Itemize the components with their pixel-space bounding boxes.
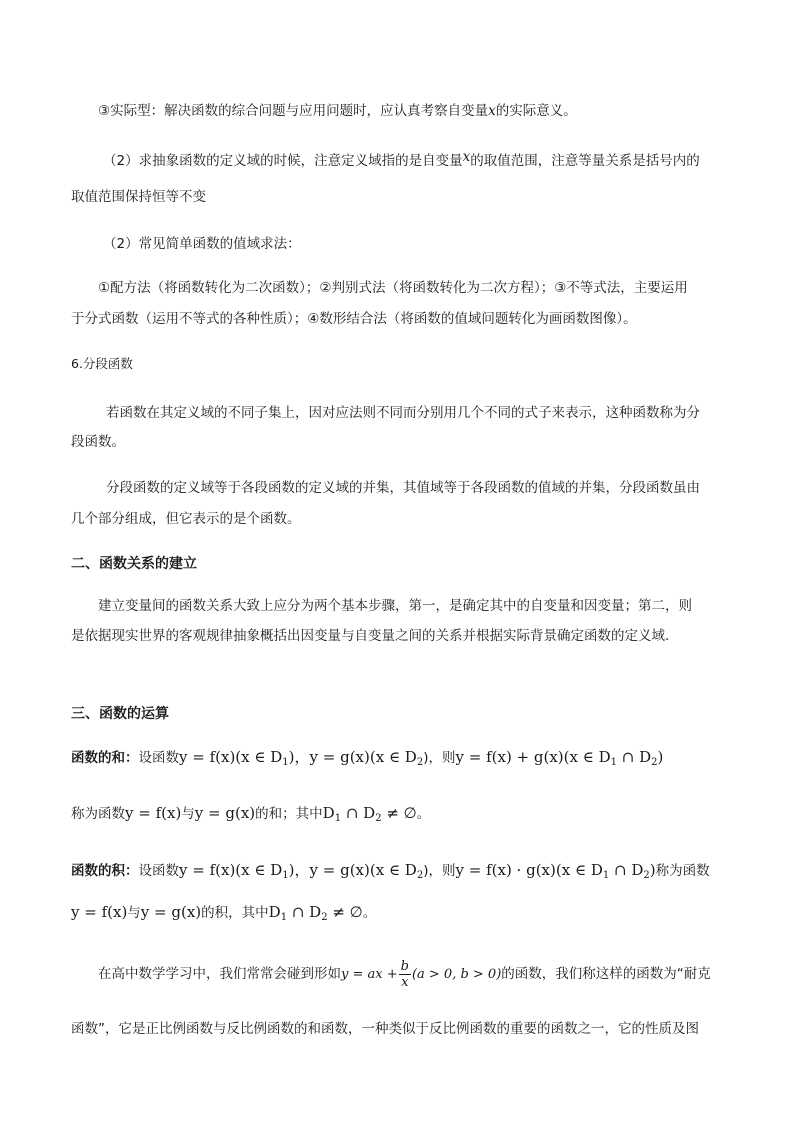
- nike-formula-condition: (a > 0, b > 0): [411, 967, 502, 982]
- prod-text-c: 称为函数: [655, 863, 710, 879]
- prod-line2-d: 。: [362, 905, 377, 921]
- abstract-domain-text: （2）求抽象函数的定义域的时候，注意定义域指的是自变量: [103, 153, 463, 169]
- sum-f3: y = f(x) + g(x)(x ∈ D: [455, 748, 611, 766]
- paragraph-range-methods-line1: ①配方法（将函数转化为二次函数）；②判别式法（将函数转化为二次方程）；③不等式法，主要运用: [98, 280, 688, 296]
- function-sum-definition-line1: [71, 747, 663, 768]
- sum-f3-mid: ∩ D: [617, 748, 652, 766]
- function-product-definition-line2: [71, 902, 376, 923]
- prod-line2-f3-sub2: 2: [321, 912, 328, 923]
- paragraph-range-methods-line2: 于分式函数（运用不等式的各种性质）；④数形结合法（将函数的值域问题转化为画函数图像）。: [71, 311, 637, 327]
- sum-line2-f3-mid: ∩ D: [341, 804, 376, 822]
- sum-sep: )，: [288, 748, 310, 766]
- prod-line2-f1: y = f(x): [71, 903, 128, 921]
- nike-formula: [341, 959, 502, 990]
- prod-f1: y = f(x)(x ∈ D: [179, 861, 283, 879]
- sum-line2-f3: D: [322, 804, 335, 822]
- sum-f3-sub1: 1: [610, 757, 618, 768]
- prod-intersection-formula: [269, 903, 363, 921]
- function-product-label: 函数的积：: [71, 863, 139, 879]
- function-product-definition-line1: [71, 860, 710, 881]
- sum-line2-f1: y = f(x): [125, 804, 182, 822]
- sum-text-a: 设函数: [138, 750, 179, 766]
- paragraph-relation-line2: 是依据现实世界的客观规律抽象概括出因变量与自变量之间的关系并根据实际背景确定函数的定义域.: [71, 628, 670, 644]
- prod-line2-f3-mid: ∩ D: [287, 903, 322, 921]
- prod-f3-sub2: 2: [643, 870, 650, 881]
- sum-line2-c: 的和；其中: [255, 806, 323, 822]
- prod-sep: )，: [288, 861, 310, 879]
- sum-f1-sub: 1: [282, 757, 289, 768]
- paragraph-range-methods-title: （2）常见简单函数的值域求法：: [103, 236, 301, 252]
- prod-text-b: )，则: [423, 863, 456, 879]
- variable-x: x: [462, 149, 471, 165]
- sum-line2-f2: y = g(x): [194, 804, 256, 822]
- sum-line2-f3-sub2: 2: [375, 813, 382, 824]
- prod-text-a: 设函数: [138, 863, 179, 879]
- sum-intersection-formula: [323, 804, 417, 822]
- sum-f2-sub: 2: [416, 757, 424, 768]
- sum-formula-result: [456, 748, 664, 766]
- sum-line2-a: 称为函数: [71, 806, 125, 822]
- nike-text-b: 的函数，我们称这样的函数为“耐克: [501, 966, 711, 982]
- section-title-piecewise: 6.分段函数: [71, 356, 133, 371]
- prod-line2-c: 的积，其中: [201, 905, 269, 921]
- prod-line2-f3: D: [268, 903, 281, 921]
- paragraph-piecewise-def-line1: 若函数在其定义域的不同子集上，因对应法则不同而分别用几个不同的式子来表示，这种函数称为分: [106, 405, 700, 421]
- prod-f3-mid: ∩ D: [609, 861, 644, 879]
- paragraph-practical-type: [98, 101, 577, 121]
- sum-line2-d: 。: [416, 806, 431, 822]
- paragraph-relation-line1: 建立变量间的函数关系大致上应分为两个基本步骤，第一，是确定其中的自变量和因变量；第二，则: [98, 598, 692, 614]
- sum-f3-sub2: 2: [651, 757, 658, 768]
- prod-line2-b: 与: [127, 905, 141, 921]
- prod-f1-sub: 1: [282, 870, 289, 881]
- sum-text-b: )，则: [423, 750, 456, 766]
- prod-f3-end: ): [649, 861, 656, 879]
- nike-formula-lhs: y = ax +: [341, 967, 398, 982]
- nike-text-a: 在高中数学学习中，我们常常会碰到形如: [98, 966, 341, 982]
- nike-fraction: [399, 959, 411, 990]
- sum-f3-end: ): [657, 748, 664, 766]
- function-sum-label: 函数的和：: [71, 750, 139, 766]
- sum-f1: y = f(x)(x ∈ D: [179, 748, 283, 766]
- sum-line2-f3-sub1: 1: [334, 813, 342, 824]
- section-heading-function-operations: 三、函数的运算: [71, 706, 169, 722]
- prod-formula-result: [456, 861, 656, 879]
- sum-formula-f: [179, 748, 423, 766]
- sum-line2-f3-end: ≠ ∅: [381, 804, 417, 822]
- paragraph-piecewise-domain-line2: 几个部分组成，但它表示的是个函数。: [71, 511, 301, 527]
- prod-line2-f2: y = g(x): [140, 903, 202, 921]
- prod-f3: y = f(x) · g(x)(x ∈ D: [455, 861, 603, 879]
- paragraph-abstract-domain-line2: 取值范围保持恒等不变: [71, 189, 206, 205]
- prod-line2-f3-sub1: 1: [280, 912, 288, 923]
- paragraph-abstract-domain-line1: [103, 151, 700, 171]
- paragraph-piecewise-def-line2: 段函数。: [71, 434, 125, 450]
- prod-formula-f: [179, 861, 423, 879]
- abstract-domain-tail: 的取值范围，注意等量关系是括号内的: [470, 153, 700, 169]
- prod-f3-sub1: 1: [602, 870, 610, 881]
- paragraph-nike-function-line1: [98, 956, 711, 993]
- practical-type-tail: 的实际意义。: [495, 103, 577, 119]
- paragraph-nike-function-line2: 函数”，它是正比例函数与反比例函数的和函数，一种类似于反比例函数的重要的函数之一，它的性质及图: [71, 1021, 699, 1037]
- function-sum-definition-line2: [71, 803, 430, 824]
- sum-f2: y = g(x)(x ∈ D: [309, 748, 417, 766]
- prod-line2-f3-end: ≠ ∅: [327, 903, 363, 921]
- prod-f2: y = g(x)(x ∈ D: [309, 861, 417, 879]
- sum-line2-b: 与: [181, 806, 195, 822]
- practical-type-text: ③实际型：解决函数的综合问题与应用问题时，应认真考察自变量: [98, 103, 489, 119]
- nike-fraction-denominator: x: [401, 975, 409, 990]
- section-heading-function-relation: 二、函数关系的建立: [71, 556, 197, 572]
- variable-x: x: [488, 103, 496, 119]
- prod-f2-sub: 2: [416, 870, 424, 881]
- nike-fraction-numerator: b: [400, 959, 409, 974]
- paragraph-piecewise-domain-line1: 分段函数的定义域等于各段函数的定义域的并集，其值域等于各段函数的值域的并集，分段函数虽由: [106, 480, 700, 496]
